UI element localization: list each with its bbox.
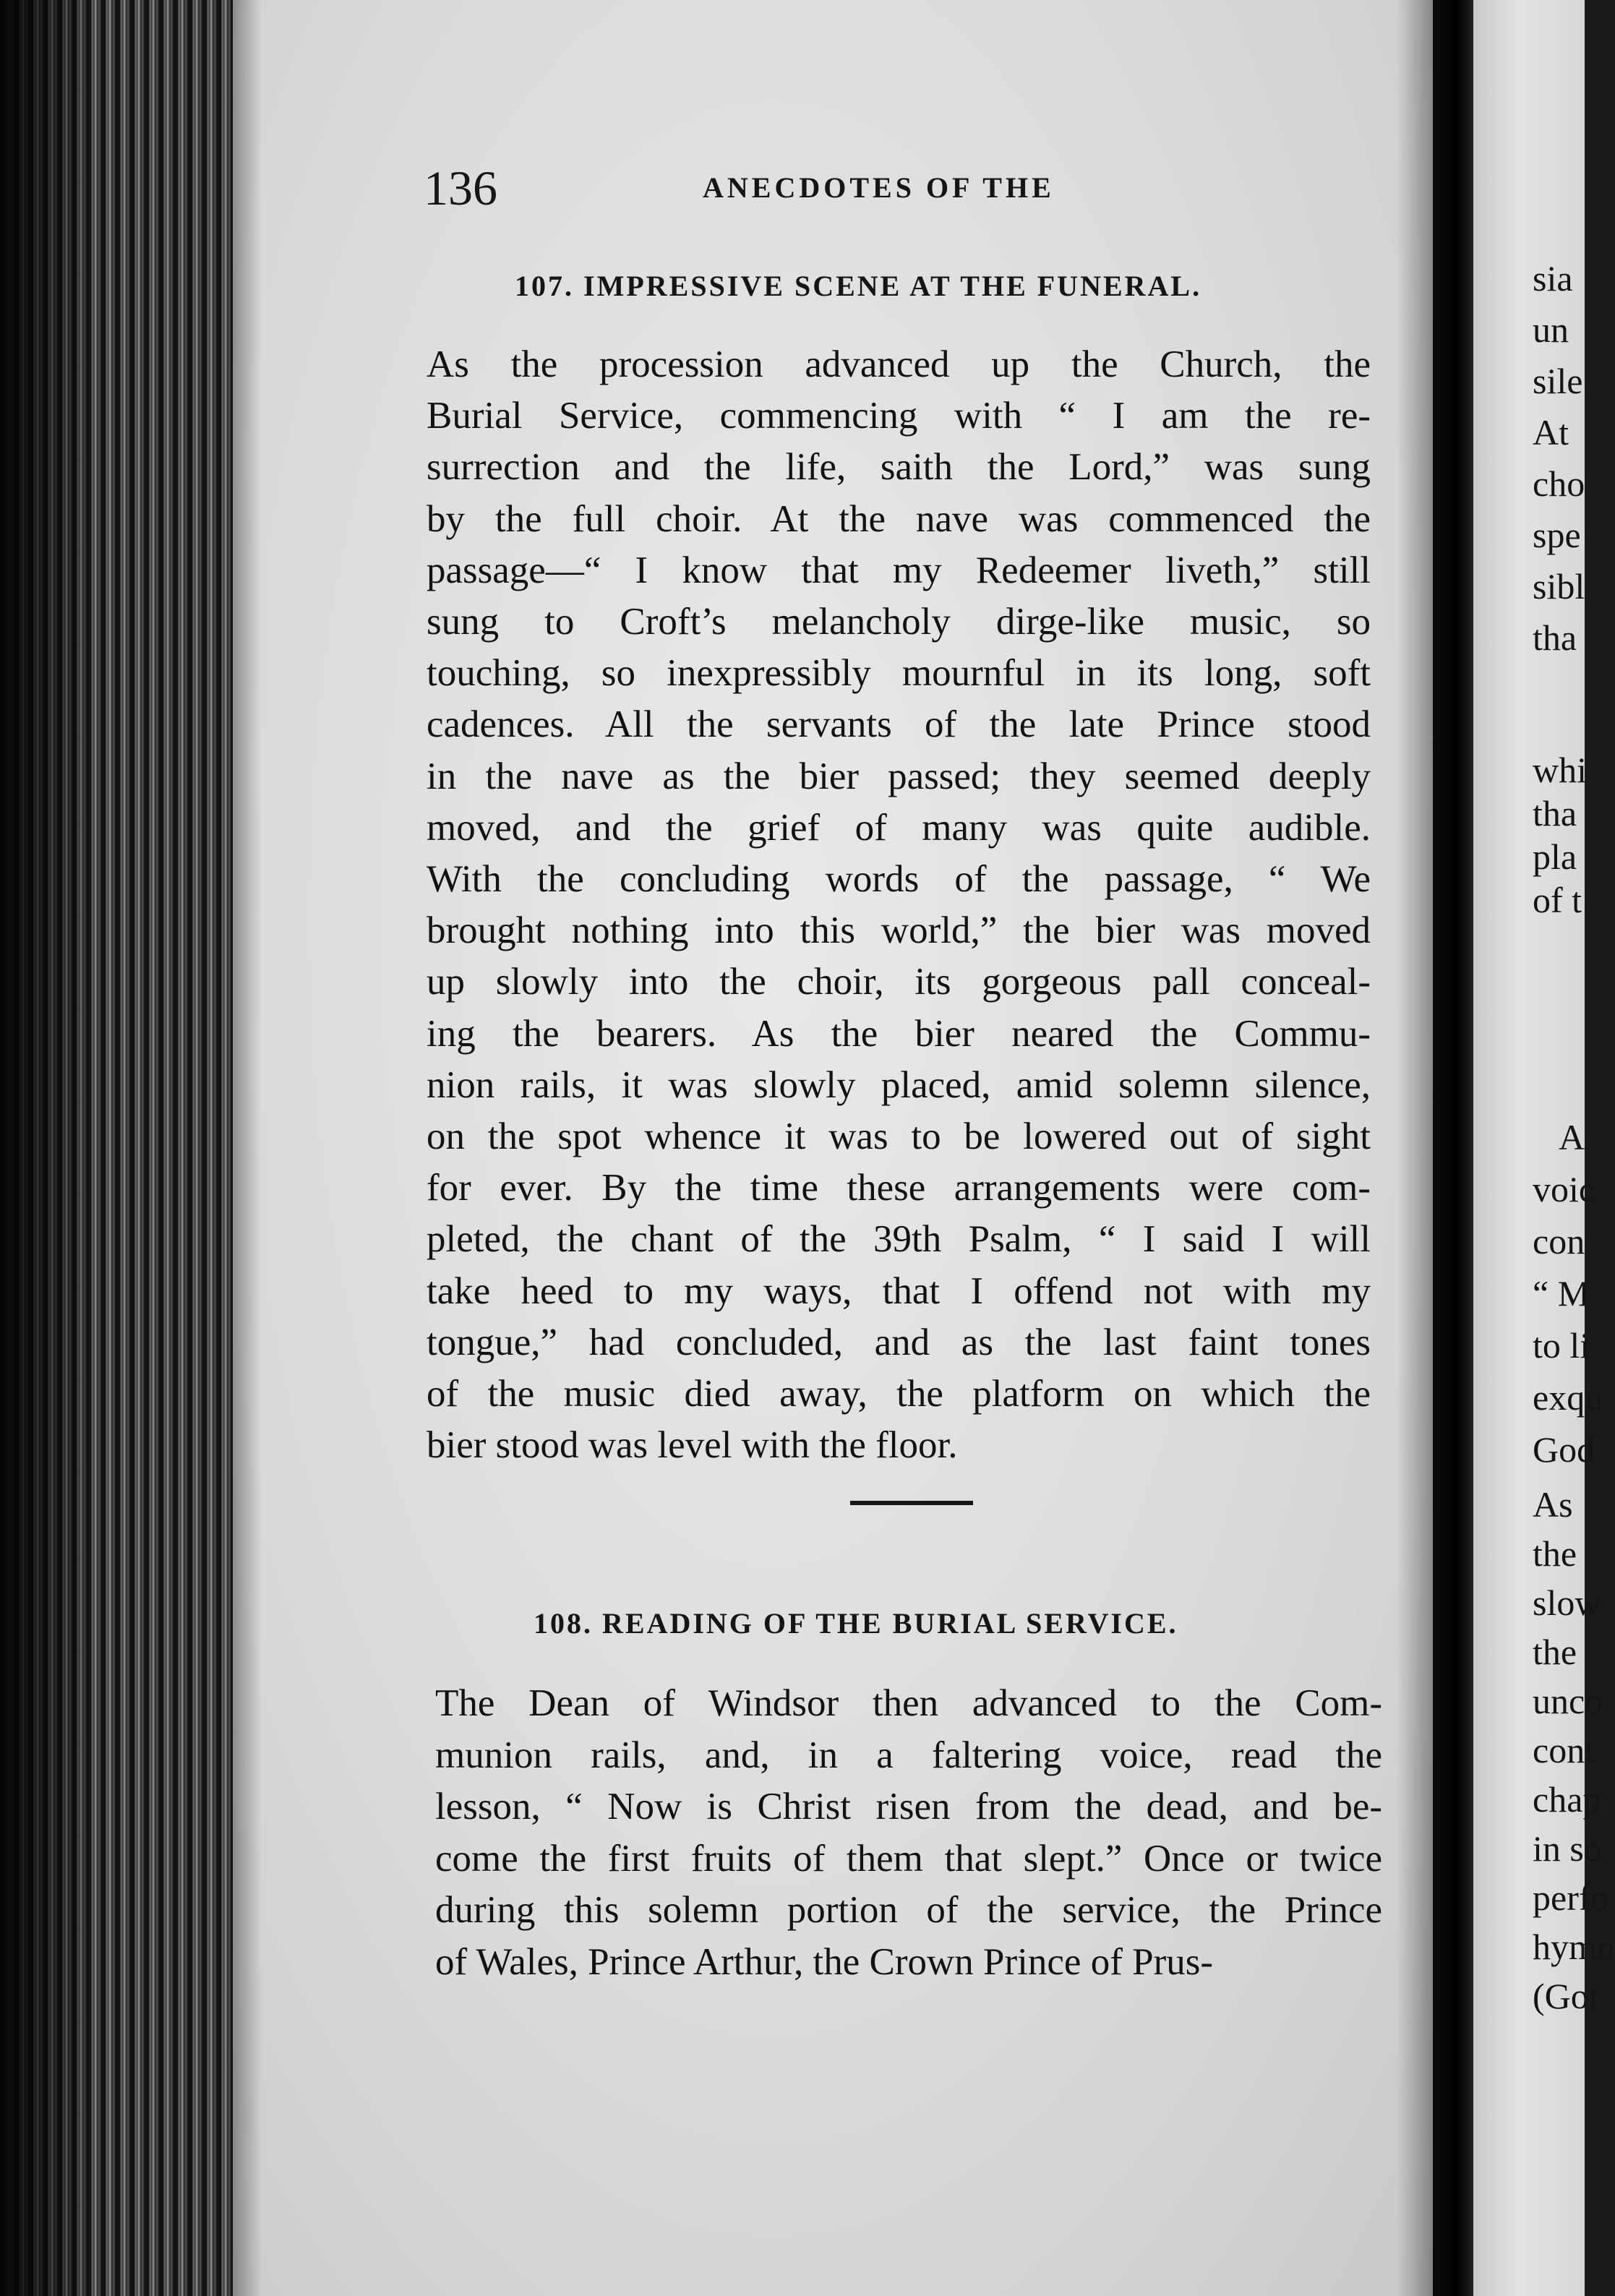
- next-page-fragment: God: [1533, 1429, 1595, 1470]
- next-page-fragment: the: [1533, 1533, 1577, 1574]
- next-page-fragment: in so: [1533, 1828, 1602, 1869]
- page-fold: [1433, 0, 1473, 2296]
- text-line: for ever. By the time these arrangements were com-: [427, 1167, 1371, 1209]
- next-page-fragment: voic: [1533, 1169, 1595, 1209]
- next-page-fragment: At: [1533, 412, 1569, 453]
- text-line: in the nave as the bier passed; they seemed deeply: [427, 755, 1371, 797]
- text-line: As the procession advanced up the Church, the: [427, 343, 1371, 385]
- text-line: on the spot whence it was to be lowered out of sight: [427, 1115, 1371, 1157]
- text-line: during this solemn portion of the service, the Prince: [435, 1889, 1382, 1931]
- next-page-fragment: of t: [1533, 880, 1582, 920]
- text-line: surrection and the life, saith the Lord,” was sung: [427, 446, 1371, 489]
- text-line: take heed to my ways, that I offend not with my: [427, 1269, 1371, 1312]
- page-left-shadow: [233, 0, 262, 2296]
- page-right-shadow: [1397, 0, 1433, 2296]
- section-divider-rule: [850, 1501, 973, 1505]
- text-line: sung to Croft’s melancholy dirge-like music, so: [427, 601, 1371, 643]
- next-page-fragment: chap: [1533, 1779, 1601, 1820]
- next-page-fragment: the: [1533, 1632, 1577, 1672]
- next-page-edge: [1473, 0, 1615, 2296]
- text-line: Burial Service, commencing with “ I am the re-: [427, 395, 1371, 437]
- next-page-fragment: exqu: [1533, 1377, 1603, 1418]
- text-line: of the music died away, the platform on which the: [427, 1373, 1371, 1415]
- next-page-fragment: whi: [1533, 750, 1587, 790]
- next-page-fragment: spe: [1533, 515, 1581, 555]
- text-line: tongue,” had concluded, and as the last faint tones: [427, 1321, 1371, 1363]
- next-page-fragment: unco: [1533, 1681, 1603, 1721]
- text-line: nion rails, it was slowly placed, amid solemn silence,: [427, 1063, 1371, 1106]
- section-heading: 108. READING OF THE BURIAL SERVICE.: [534, 1607, 1178, 1640]
- next-page-fragment: un: [1533, 309, 1569, 350]
- text-line: munion rails, and, in a faltering voice, read the: [435, 1734, 1382, 1776]
- book-page: [233, 0, 1433, 2296]
- text-line: up slowly into the choir, its gorgeous pall conceal-: [427, 961, 1371, 1003]
- text-line: moved, and the grief of many was quite audible.: [427, 806, 1371, 849]
- text-line: of Wales, Prince Arthur, the Crown Prince of Prus-: [435, 1940, 1213, 1983]
- next-page-fragment: A: [1559, 1117, 1585, 1157]
- next-page-fragment: sile: [1533, 361, 1583, 401]
- page-number: 136: [424, 160, 497, 215]
- text-line: touching, so inexpressibly mournful in its long, soft: [427, 652, 1371, 695]
- next-page-fragment: con: [1533, 1221, 1585, 1261]
- text-line: The Dean of Windsor then advanced to the Com-: [435, 1682, 1382, 1724]
- text-line: With the concluding words of the passage, “ We: [427, 858, 1371, 900]
- text-line: brought nothing into this world,” the bier was moved: [427, 909, 1371, 952]
- gutter-shadow: [0, 0, 87, 2296]
- next-page-fragment: cont: [1533, 1730, 1595, 1770]
- text-line: pleted, the chant of the 39th Psalm, “ I said I will: [427, 1218, 1371, 1261]
- next-page-fragment: tha: [1533, 793, 1577, 834]
- next-page-fragment: (Got: [1533, 1976, 1599, 2016]
- section-heading: 107. IMPRESSIVE SCENE AT THE FUNERAL.: [515, 270, 1202, 302]
- next-page-fragment: perfo: [1533, 1877, 1609, 1918]
- next-page-fragment: As: [1533, 1484, 1573, 1525]
- next-page-fragment: to li: [1533, 1325, 1590, 1366]
- next-page-fragment: tha: [1533, 617, 1577, 658]
- text-line: by the full choir. At the nave was commenced the: [427, 497, 1371, 540]
- text-line: passage—“ I know that my Redeemer liveth,” still: [427, 549, 1371, 591]
- next-page-fragment: sia: [1533, 258, 1573, 299]
- text-line: bier stood was level with the floor.: [427, 1424, 958, 1467]
- next-page-fragment: “ M: [1533, 1273, 1590, 1314]
- text-line: come the first fruits of them that slept.” Once or twice: [435, 1837, 1382, 1880]
- next-page-fragment: sibl: [1533, 566, 1585, 607]
- running-head: ANECDOTES OF THE: [703, 171, 1055, 204]
- next-page-fragment: slow: [1533, 1582, 1601, 1623]
- text-line: cadences. All the servants of the late Prince stood: [427, 703, 1371, 746]
- text-line: ing the bearers. As the bier neared the Commu-: [427, 1012, 1371, 1055]
- next-page-fragment: pla: [1533, 836, 1577, 877]
- next-page-fragment: hymn: [1533, 1927, 1615, 1967]
- next-page-fragment: cho: [1533, 463, 1585, 504]
- text-line: lesson, “ Now is Christ risen from the dead, and be-: [435, 1786, 1382, 1828]
